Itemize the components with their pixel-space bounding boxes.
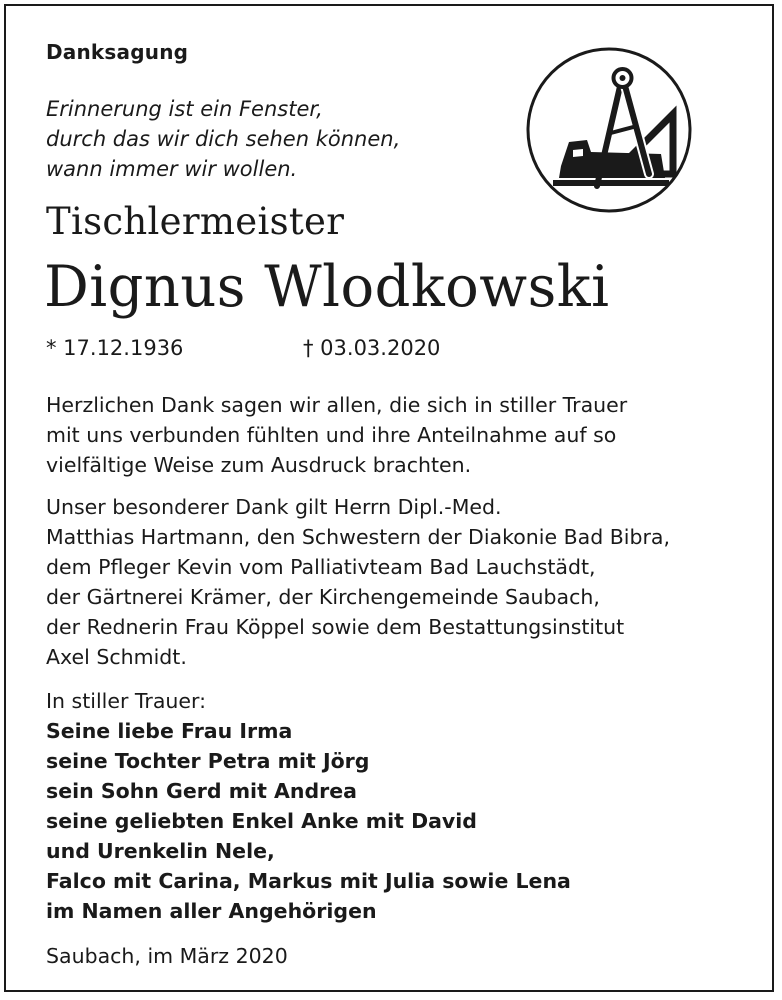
special-thanks-paragraph (46, 492, 670, 672)
notice-heading: Danksagung (46, 40, 189, 64)
place-and-date: Saubach, im März 2020 (46, 944, 288, 968)
mourner-line: und Urenkelin Nele, (46, 839, 275, 863)
mourner-line: Seine liebe Frau Irma (46, 719, 293, 743)
mourners-block (46, 686, 571, 926)
quote-line: wann immer wir wollen. (46, 157, 298, 181)
deceased-name: Dignus Wlodkowski (44, 254, 610, 320)
carpenter-tools-emblem-icon (525, 46, 693, 214)
quote-line: Erinnerung ist ein Fenster, (46, 97, 323, 121)
text-line: vielfältige Weise zum Ausdruck brachten. (46, 453, 472, 477)
text-line: der Gärtnerei Krämer, der Kirchengemeinde Saubach, (46, 585, 600, 609)
birth-date: * 17.12.1936 (46, 336, 184, 360)
death-date: † 03.03.2020 (303, 336, 441, 360)
text-line: dem Pfleger Kevin vom Palliativteam Bad Lauchstädt, (46, 555, 596, 579)
memorial-quote (46, 94, 400, 184)
obituary-notice (4, 4, 774, 992)
text-line: Axel Schmidt. (46, 645, 187, 669)
mourner-line: seine geliebten Enkel Anke mit David (46, 809, 477, 833)
mourner-line: seine Tochter Petra mit Jörg (46, 749, 370, 773)
text-line: Unser besonderer Dank gilt Herrn Dipl.-Med. (46, 495, 502, 519)
mourner-line: Falco mit Carina, Markus mit Julia sowie Lena (46, 869, 571, 893)
mourner-line: sein Sohn Gerd mit Andrea (46, 779, 357, 803)
text-line: Matthias Hartmann, den Schwestern der Diakonie Bad Bibra, (46, 525, 671, 549)
thanks-text (46, 390, 670, 672)
quote-line: durch das wir dich sehen können, (46, 127, 401, 151)
text-line: mit uns verbunden fühlten und ihre Anteilnahme auf so (46, 423, 617, 447)
life-dates (46, 336, 441, 360)
deceased-title: Tischlermeister (46, 200, 345, 243)
mourner-line: im Namen aller Angehörigen (46, 899, 377, 923)
text-line: Herzlichen Dank sagen wir allen, die sich in stiller Trauer (46, 393, 628, 417)
text-line: der Rednerin Frau Köppel sowie dem Bestattungsinstitut (46, 615, 625, 639)
mourning-intro: In stiller Trauer: (46, 689, 206, 713)
thanks-paragraph (46, 390, 670, 480)
